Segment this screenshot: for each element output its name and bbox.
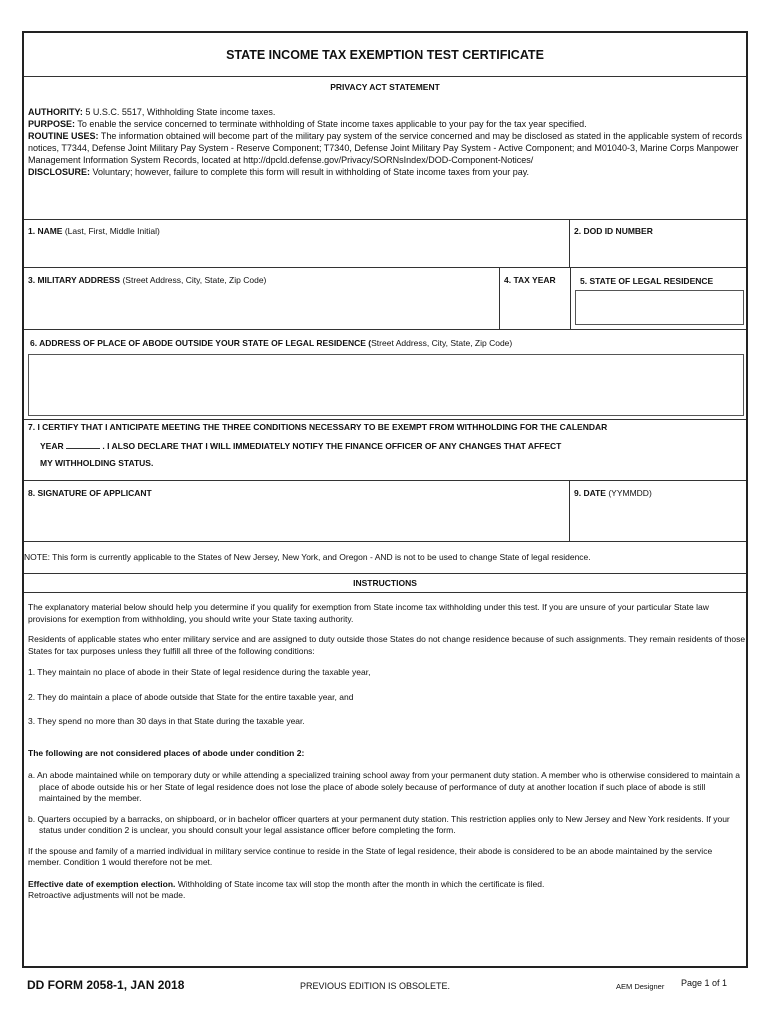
divider xyxy=(24,329,746,330)
instructions-paragraph: The explanatory material below should help you determine if you qualify for exemption from State income tax withholding under this test. If you are unsure of your particular State law provisions for exemption from withholding, you should write your State taxing authority. xyxy=(28,602,709,624)
military-address-input[interactable] xyxy=(26,289,496,327)
not-abode-heading: The following are not considered places of abode under condition 2: xyxy=(28,747,305,758)
abode-address-field-label: 6. ADDRESS OF PLACE OF ABODE OUTSIDE YOUR STATE OF LEGAL RESIDENCE (Street Address, City, State, Zip Code) xyxy=(30,338,513,348)
state-residence-field-label: 5. STATE OF LEGAL RESIDENCE xyxy=(580,276,714,286)
divider xyxy=(24,480,746,481)
routine-uses-text: The information obtained will become part of the military pay system of the service concerned and may be disclosed as stated in the applicable system of records notices, T7344, Defense Joint Military Pay System - Reserve Component; T7340, Defense Joint Military Pay System - Active Component; and M01040-3, Marine Corps Manpower Management Information System Records, located at http://dpcld.defense.gov/Privacy/SORNsIndex/DOD-Component-Notices/ xyxy=(28,131,743,165)
condition-3: 3. They spend no more than 30 days in that State during the taxable year. xyxy=(28,716,305,726)
divider xyxy=(24,592,746,593)
divider xyxy=(569,480,570,541)
authority-text: 5 U.S.C. 5517, Withholding State income taxes. xyxy=(82,107,276,117)
certification-line-2: YEAR . I ALSO DECLARE THAT I WILL IMMEDIATELY NOTIFY THE FINANCE OFFICER OF ANY CHANGES THAT AFFECT xyxy=(40,441,562,451)
tax-year-input[interactable] xyxy=(502,289,568,327)
tax-year-field-label: 4. TAX YEAR xyxy=(504,275,556,285)
divider xyxy=(569,219,570,267)
purpose-label: PURPOSE: xyxy=(28,119,76,129)
designer-label: AEM Designer xyxy=(616,982,665,991)
divider xyxy=(24,573,746,574)
condition-2: 2. They do maintain a place of abode outside that State for the entire taxable year, and xyxy=(28,691,354,702)
form-title: STATE INCOME TAX EXEMPTION TEST CERTIFICATE xyxy=(226,48,544,62)
divider xyxy=(499,267,500,329)
instructions-body xyxy=(28,602,746,902)
signature-input[interactable] xyxy=(26,501,566,539)
disclosure-paragraph xyxy=(28,166,744,178)
military-address-field-label: 3. MILITARY ADDRESS (Street Address, City, State, Zip Code) xyxy=(28,275,267,285)
certification-line-1: 7. I CERTIFY THAT I ANTICIPATE MEETING THE THREE CONDITIONS NECESSARY TO BE EXEMPT FROM WITHHOLDING FOR THE CALENDAR xyxy=(28,422,608,432)
dod-id-field-label: 2. DOD ID NUMBER xyxy=(574,226,653,236)
divider xyxy=(24,267,746,268)
exception-b: b. Quarters occupied by a barracks, on shipboard, or in bachelor officer quarters at your permanent duty station. This restriction applies only to New Jersey and New York residents. If your status under condition 2 is unclear, you should consult your legal assistance officer before completing the form. xyxy=(28,813,730,835)
routine-uses-label: ROUTINE USES: xyxy=(28,131,99,141)
form-container xyxy=(22,31,748,968)
spouse-paragraph: If the spouse and family of a married individual in military service continue to reside in the State of legal residence, their abode is considered to be an abode maintained by the service member. Condition 1 would therefore not be met. xyxy=(28,845,713,867)
calendar-year-input[interactable] xyxy=(66,440,100,449)
privacy-heading: PRIVACY ACT STATEMENT xyxy=(330,82,440,92)
edition-note: PREVIOUS EDITION IS OBSOLETE. xyxy=(300,981,451,991)
condition-1: 1. They maintain no place of abode in their State of legal residence during the taxable year, xyxy=(28,667,371,677)
authority-paragraph xyxy=(28,106,744,118)
name-field-label: 1. NAME (Last, First, Middle Initial) xyxy=(28,226,160,236)
note-text: NOTE: This form is currently applicable to the States of New Jersey, New York, and Oregon - AND is not to be used to change State of legal residence. xyxy=(24,552,591,562)
page-number: Page 1 of 1 xyxy=(681,978,728,988)
certification-line-3: MY WITHHOLDING STATUS. xyxy=(40,458,154,468)
divider xyxy=(570,267,571,329)
instructions-heading: INSTRUCTIONS xyxy=(353,578,417,588)
divider xyxy=(24,76,746,77)
divider xyxy=(24,541,746,542)
dod-id-input[interactable] xyxy=(572,238,746,264)
date-field-label: 9. DATE (YYMMDD) xyxy=(574,488,652,498)
disclosure-label: DISCLOSURE: xyxy=(28,167,91,177)
state-residence-input[interactable] xyxy=(575,290,744,325)
date-input[interactable] xyxy=(572,501,746,539)
privacy-statement xyxy=(28,106,744,178)
signature-field-label: 8. SIGNATURE OF APPLICANT xyxy=(28,488,152,498)
abode-address-input[interactable] xyxy=(28,354,744,416)
divider xyxy=(24,219,746,220)
purpose-paragraph xyxy=(28,118,744,130)
instructions-paragraph: Residents of applicable states who enter military service and are assigned to duty outside those States do not change residence because of such assignments. They remain residents of those States for tax purposes unless they fulfill all three of the following conditions: xyxy=(28,634,746,656)
certification-statement xyxy=(28,419,744,472)
retroactive-paragraph: Retroactive adjustments will not be made. xyxy=(28,890,186,900)
disclosure-text: Voluntary; however, failure to complete this form will result in withholding of State income taxes from your pay. xyxy=(90,167,530,177)
authority-label: AUTHORITY: xyxy=(28,107,83,117)
purpose-text: To enable the service concerned to terminate withholding of State income taxes applicable to your pay for the tax year specified. xyxy=(75,119,587,129)
name-input[interactable] xyxy=(26,238,566,264)
exception-a: a. An abode maintained while on temporary duty or while attending a specialized training school away from your permanent duty station. A member who is otherwise considered to maintain a place of abode outside his or her State of legal residence does not lose the place of abode solely because of performance of duty at another location if such place of abode is still maintained by the member. xyxy=(28,770,741,803)
effective-date-paragraph: Effective date of exemption election. Withholding of State income tax will stop the month after the month in which the certificate is filed. xyxy=(28,878,545,889)
form-number: DD FORM 2058-1, JAN 2018 xyxy=(27,978,185,992)
routine-uses-paragraph xyxy=(28,130,744,166)
